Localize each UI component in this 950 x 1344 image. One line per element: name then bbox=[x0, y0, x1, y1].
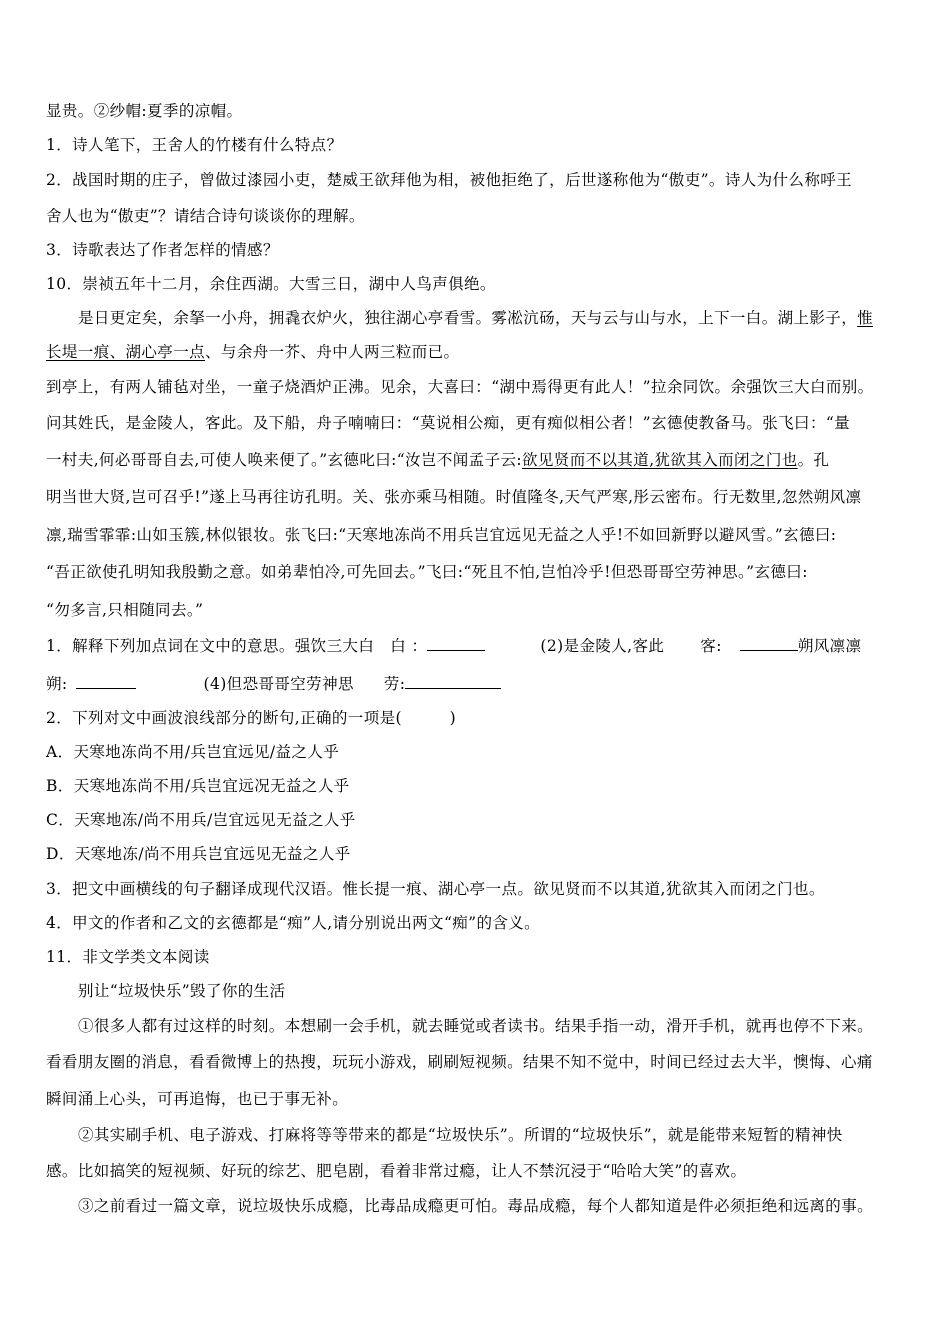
underlined-text: 长堤一痕、湖心亭一点 bbox=[46, 343, 206, 361]
question-translate: 3．把文中画横线的句子翻译成现代汉语。惟长提一痕、湖心亭一点。欲见贤而不以其道,犹欲其入而闭之门也。 bbox=[46, 880, 825, 898]
passage-line bbox=[78, 308, 910, 328]
question-1: 1．诗人笔下，王舍人的竹楼有什么特点？ bbox=[46, 136, 343, 154]
vocab-prompt: 1．解释下列加点词在文中的意思。强饮三大白 bbox=[46, 637, 375, 655]
vocab-item: (2)是金陵人,客此 bbox=[540, 637, 665, 655]
option-a: A．天寒地冻尚不用/兵岂宜远见/益之人乎 bbox=[46, 743, 340, 761]
passage-text: !不如回新野以避风雪。”玄德曰: bbox=[616, 526, 837, 544]
vocab-question bbox=[46, 636, 910, 656]
passage-line: “勿多言,只相随同去。” bbox=[46, 601, 204, 619]
article-title: 别让“垃圾快乐”毁了你的生活 bbox=[78, 982, 286, 1000]
answer-blank[interactable] bbox=[76, 674, 136, 689]
question-2-cont: 舍人也为“傲吏”？请结合诗句谈谈你的理解。 bbox=[46, 207, 365, 225]
wavy-text: 天寒地冻尚不用兵岂宜远见无益之人乎 bbox=[346, 526, 617, 544]
question-4: 4．甲文的作者和乙文的玄德都是“痴”人,请分别说出两文“痴”的含义。 bbox=[46, 914, 541, 932]
section-11-heading: 11．非文学类文本阅读 bbox=[46, 948, 210, 966]
passage-text: 。孔 bbox=[797, 451, 830, 469]
underlined-text: 欲见贤而不以其道,犹欲其入而闭之门也 bbox=[522, 451, 798, 469]
section-10-heading: 10．崇祯五年十二月，余住西湖。大雪三日，湖中人鸟声俱绝。 bbox=[46, 275, 496, 293]
mc-question: 2．下列对文中画波浪线部分的断句,正确的一项是( ) bbox=[46, 709, 457, 727]
vocab-item: 客: bbox=[700, 637, 722, 655]
vocab-item: 朔风凛凛 bbox=[797, 637, 862, 655]
article-line: 瞬间涌上心头，可再追悔，也已于事无补。 bbox=[46, 1090, 349, 1108]
note-line: 显贵。②纱帽:夏季的凉帽。 bbox=[46, 102, 243, 120]
question-2: 2．战国时期的庄子，曾做过漆园小吏，楚威王欲拜他为相，被他拒绝了，后世遂称他为“傲吏”。诗人为什么称呼王 bbox=[46, 171, 853, 189]
passage-line bbox=[46, 450, 910, 470]
passage-line: 问其姓氏，是金陵人，客此。及下船，舟子喃喃曰：“莫说相公痴，更有痴似相公者！”玄德使教备马。张飞曰：“量 bbox=[46, 414, 851, 432]
passage-line bbox=[46, 342, 910, 362]
article-line: 看看朋友圈的消息，看看微博上的热搜，玩玩小游戏，刷刷短视频。结果不知不觉中，时间已经过去大半，懊悔、心痛 bbox=[46, 1053, 873, 1071]
underlined-text: 惟 bbox=[857, 309, 874, 327]
passage-line bbox=[46, 525, 910, 545]
answer-blank[interactable] bbox=[405, 674, 501, 689]
passage-line: 明当世大贤,岂可召乎!”遂上马再往访孔明。关、张亦乘马相随。时值隆冬,天气严寒,彤云密布。行无数里,忽然朔风凛 bbox=[46, 488, 862, 506]
option-d: D．天寒地冻/尚不用兵岂宜远见无益之人乎 bbox=[46, 845, 351, 863]
passage-text: 是日更定矣，余拏一小舟，拥毳衣炉火，独往湖心亭看雪。雾凇沆砀，天与云与山与水，上下一白。湖上影子， bbox=[78, 309, 858, 327]
passage-text: 凛,瑞雪霏霏:山如玉簇,林似银妆。张飞曰:“ bbox=[46, 526, 347, 544]
article-paragraph: ③之前看过一篇文章，说垃圾快乐成瘾，比毒品成瘾更可怕。毒品成瘾，每个人都知道是件必须拒绝和远离的事。 bbox=[78, 1197, 874, 1215]
answer-blank[interactable] bbox=[427, 636, 485, 651]
vocab-item: 劳: bbox=[383, 675, 406, 693]
vocab-question-cont bbox=[46, 674, 910, 694]
option-c: C．天寒地冻/尚不用兵/岂宜远见无益之人乎 bbox=[46, 811, 356, 829]
article-paragraph: ①很多人都有过这样的时刻。本想刷一会手机，就去睡觉或者读书。结果手指一动，滑开手机，就再也停不下来。 bbox=[78, 1017, 874, 1035]
option-b: B．天寒地冻尚不用/兵岂宜远况无益之人乎 bbox=[46, 777, 350, 795]
article-line: 感。比如搞笑的短视频、好玩的综艺、肥皂剧，看着非常过瘾，让人不禁沉浸于“哈哈大笑”的喜欢。 bbox=[46, 1162, 747, 1180]
article-paragraph: ②其实刷手机、电子游戏、打麻将等等带来的都是“垃圾快乐”。所谓的“垃圾快乐”，就是能带来短暂的精神快 bbox=[78, 1126, 843, 1144]
vocab-item: 朔: bbox=[46, 675, 68, 693]
vocab-item: 白 ： bbox=[390, 637, 428, 655]
passage-text: 一村夫,何必哥哥自去,可使人唤来便了。”玄德叱曰:“汝岂不闻孟子云: bbox=[46, 451, 522, 469]
vocab-item: (4)但恐哥哥空劳神思 bbox=[203, 675, 354, 693]
passage-line: 到亭上，有两人铺毡对坐，一童子烧酒炉正沸。见余，大喜曰：“湖中焉得更有此人！”拉余同饮。余强饮三大白而别。 bbox=[46, 378, 874, 396]
answer-blank[interactable] bbox=[740, 636, 798, 651]
question-3: 3．诗歌表达了作者怎样的情感？ bbox=[46, 241, 279, 259]
passage-line: “吾正欲使孔明知我殷勤之意。如弟辈怕冷,可先回去。”飞曰:“死且不怕,岂怕冷乎!但恐哥哥空劳神思。”玄德曰: bbox=[46, 563, 808, 581]
passage-text: 、与余舟一芥、舟中人两三粒而已。 bbox=[205, 343, 460, 361]
